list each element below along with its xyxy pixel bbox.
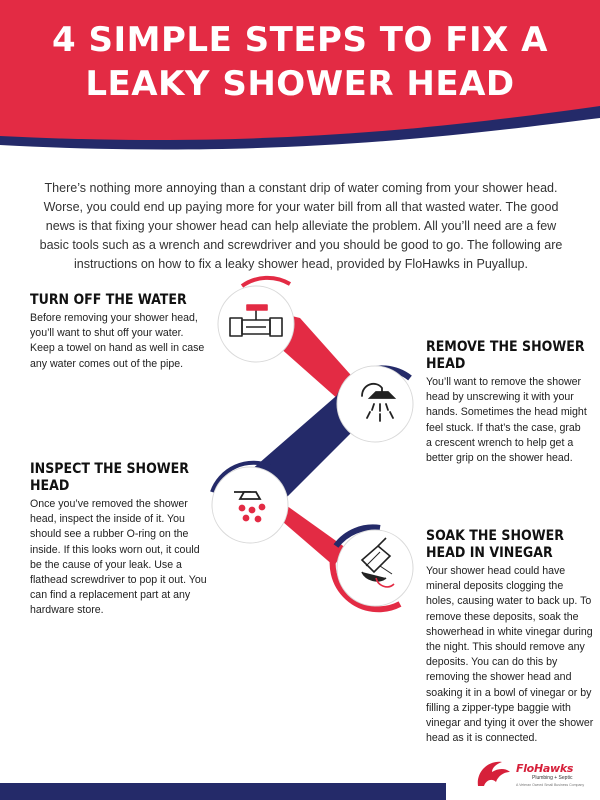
step-title: INSPECT THE SHOWER HEAD <box>30 461 189 494</box>
step-title: REMOVE THE SHOWER HEAD <box>426 339 585 372</box>
logo-tagline: A Veteran Owned Small Business Company <box>516 783 585 787</box>
step-body: Before removing your shower head, you’ll want to shut off your water. Keep a towel on hand as well in case any water comes out of the pipe. <box>30 312 205 370</box>
step-soak-in-vinegar <box>426 528 594 746</box>
step-inspect-shower-head <box>30 461 210 619</box>
title-line-2: LEAKY SHOWER HEAD <box>85 64 515 104</box>
step-remove-shower-head <box>426 339 588 466</box>
intro-paragraph: There’s nothing more annoying than a constant drip of water coming from your shower head. Worse, you could end up paying more for your water bill from all that wasted water. The good news is that fixing your shower head can help alleviate the problem. All you’ll need are a few basic tools such as a wrench and screwdriver and you should be good to go. The following are instructions on how to fix a leaky shower head, provided by FloHawks in Puyallup. <box>39 180 563 271</box>
step-turn-off-water <box>30 292 210 372</box>
hawk-logo-icon <box>474 756 514 792</box>
logo-subtitle: Plumbing + Septic <box>532 775 573 781</box>
step-body: Once you’ve removed the shower head, inspect the inside of it. You should see a rubber O-ring on the inside. If this looks worn out, it could be the cause of your leak. Use a flathead screwdriver to pop it out. You can find a replacement part at any hardware store. <box>30 498 207 617</box>
footer-bar <box>0 783 446 800</box>
step-title: TURN OFF THE WATER <box>30 292 187 308</box>
step-title: SOAK THE SHOWER HEAD IN VINEGAR <box>426 528 564 561</box>
step-body: You’ll want to remove the shower head by unscrewing it with your hands. Sometimes the head might feel stuck. If that’s the case, grab a crescent wrench to help get a better grip on the shower head. <box>426 376 587 465</box>
step-body: Your shower head could have mineral deposits clogging the holes, causing water to back up. To remove these deposits, soak the showerhead in white vinegar during the night. This should remove any deposits. You can do this by removing the shower head and soaking it in a bowl of vinegar or by filling a zipper-type baggie with vinegar and tying it over the shower head as it is connected. <box>426 565 594 745</box>
flohawks-logo <box>474 756 594 792</box>
title-line-1: 4 SIMPLE STEPS TO FIX A <box>52 20 548 60</box>
logo-name: FloHawks <box>516 762 574 775</box>
